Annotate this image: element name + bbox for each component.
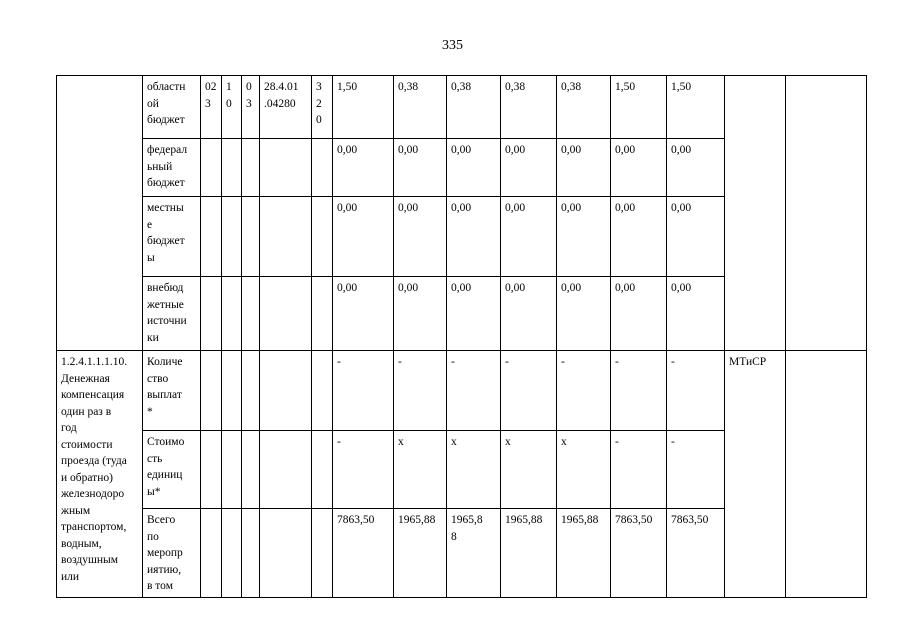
table-row <box>57 351 867 431</box>
value-cell: - <box>611 351 667 431</box>
budget-code-cell <box>201 139 222 197</box>
funding-source-cell: внебюд жетные источни ки <box>143 277 201 351</box>
value-cell: х <box>394 431 447 509</box>
budget-code-cell: 3 2 0 <box>312 76 333 139</box>
budget-code-cell <box>260 139 312 197</box>
funding-source-cell: Стоимо сть единиц ы* <box>143 431 201 509</box>
result-cell <box>786 351 867 598</box>
value-cell: 7863,50 <box>611 509 667 598</box>
budget-code-cell <box>242 277 260 351</box>
value-cell: 1965,88 <box>557 509 611 598</box>
budget-code-cell <box>242 509 260 598</box>
value-cell: 0,00 <box>394 197 447 277</box>
funding-source-cell: Всего по меропр иятию, в том <box>143 509 201 598</box>
budget-code-cell <box>201 277 222 351</box>
funding-source-cell: местны е бюджет ы <box>143 197 201 277</box>
value-cell: 1965,8 8 <box>447 509 501 598</box>
budget-table <box>56 75 867 598</box>
budget-code-cell <box>260 277 312 351</box>
value-cell: 0,00 <box>333 197 394 277</box>
value-cell: 0,00 <box>557 139 611 197</box>
budget-code-cell <box>312 351 333 431</box>
budget-code-cell: 1 0 <box>222 76 242 139</box>
value-cell: 0,38 <box>557 76 611 139</box>
value-cell: - <box>557 351 611 431</box>
funding-source-cell: федерал ьный бюджет <box>143 139 201 197</box>
value-cell: 0,00 <box>611 139 667 197</box>
executor-cell <box>725 76 786 351</box>
value-cell: х <box>557 431 611 509</box>
budget-code-cell <box>242 139 260 197</box>
value-cell: 1,50 <box>611 76 667 139</box>
value-cell: 0,00 <box>447 277 501 351</box>
value-cell: 0,00 <box>447 197 501 277</box>
value-cell: 0,00 <box>667 197 725 277</box>
table-row <box>57 76 867 139</box>
budget-code-cell <box>201 431 222 509</box>
budget-code-cell <box>242 431 260 509</box>
value-cell: 0,00 <box>394 277 447 351</box>
budget-code-cell <box>242 197 260 277</box>
value-cell: 7863,50 <box>667 509 725 598</box>
value-cell: 1965,88 <box>394 509 447 598</box>
value-cell: - <box>667 431 725 509</box>
value-cell: 0,00 <box>333 277 394 351</box>
value-cell: - <box>667 351 725 431</box>
budget-code-cell <box>260 431 312 509</box>
value-cell: - <box>333 431 394 509</box>
budget-code-cell <box>312 509 333 598</box>
value-cell: 1,50 <box>667 76 725 139</box>
budget-code-cell <box>260 509 312 598</box>
budget-code-cell <box>222 139 242 197</box>
value-cell: 0,00 <box>447 139 501 197</box>
blank-cell <box>57 76 143 351</box>
value-cell: 0,00 <box>611 197 667 277</box>
value-cell: - <box>611 431 667 509</box>
value-cell: 1,50 <box>333 76 394 139</box>
funding-source-cell: областн ой бюджет <box>143 76 201 139</box>
budget-code-cell <box>222 431 242 509</box>
value-cell: 0,00 <box>667 277 725 351</box>
budget-code-cell <box>312 431 333 509</box>
budget-code-cell <box>201 509 222 598</box>
value-cell: 7863,50 <box>333 509 394 598</box>
value-cell: - <box>501 351 557 431</box>
page-number: 335 <box>442 38 463 53</box>
budget-code-cell: 0 3 <box>242 76 260 139</box>
value-cell: 0,38 <box>394 76 447 139</box>
value-cell: 0,38 <box>447 76 501 139</box>
budget-code-cell <box>312 197 333 277</box>
funding-source-cell: Количе ство выплат * <box>143 351 201 431</box>
measure-name-cell: 1.2.4.1.1.1.10. Денежная компенсация один раз в год стоимости проезда (туда и обратно) железнодоро жным транспортом, водным, воздушным или <box>57 351 143 598</box>
budget-code-cell <box>222 351 242 431</box>
value-cell: - <box>447 351 501 431</box>
value-cell: - <box>333 351 394 431</box>
value-cell: 0,00 <box>501 197 557 277</box>
value-cell: - <box>394 351 447 431</box>
value-cell: 0,00 <box>333 139 394 197</box>
budget-code-cell <box>222 277 242 351</box>
budget-code-cell <box>242 351 260 431</box>
budget-code-cell <box>260 351 312 431</box>
budget-code-cell <box>201 197 222 277</box>
budget-code-cell: 28.4.01 .04280 <box>260 76 312 139</box>
value-cell: 0,00 <box>501 139 557 197</box>
value-cell: 0,00 <box>557 277 611 351</box>
value-cell: х <box>501 431 557 509</box>
value-cell: 0,00 <box>611 277 667 351</box>
budget-code-cell <box>222 197 242 277</box>
value-cell: 1965,88 <box>501 509 557 598</box>
budget-code-cell: 02 3 <box>201 76 222 139</box>
executor-cell: МТиСР <box>725 351 786 598</box>
budget-code-cell <box>260 197 312 277</box>
value-cell: 0,00 <box>394 139 447 197</box>
value-cell: 0,00 <box>501 277 557 351</box>
budget-code-cell <box>312 139 333 197</box>
value-cell: 0,00 <box>667 139 725 197</box>
budget-code-cell <box>201 351 222 431</box>
value-cell: 0,00 <box>557 197 611 277</box>
budget-code-cell <box>312 277 333 351</box>
result-cell <box>786 76 867 351</box>
budget-code-cell <box>222 509 242 598</box>
value-cell: х <box>447 431 501 509</box>
value-cell: 0,38 <box>501 76 557 139</box>
